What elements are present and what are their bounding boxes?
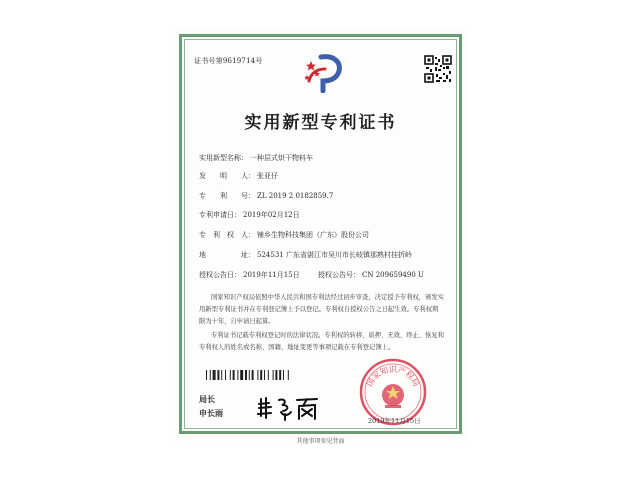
field-value: 2019年11月15日 [243,271,300,279]
seal-date: 2019年11月15日 [368,417,421,425]
field-value: ZL 2019 2 0182859.7 [257,192,334,200]
field-patent-number [199,191,333,201]
grant-statement-paragraph: 国家知识产权局依照中华人民共和国专利法经过初步审查，决定授予专利权，颁发实用新型专利证书并在专利登记簿上予以登记。专利权自授权公告之日起生效。专利权期限为十年，自申请日起算。 [199,294,444,325]
certificate-number [194,56,263,66]
field-inventor [199,171,278,181]
certificate-number-suffix: 号 [255,57,263,65]
field-patentee [199,230,369,240]
field-label: 专利申请日： [199,211,241,219]
field-value: 一种层式烘干物料车 [250,154,313,162]
field-label: 授权公告日： [199,271,241,279]
barcode-icon [206,370,308,380]
field-label: 实用新型名称： [199,154,248,162]
certificate-number-label: 证书号第 [194,57,223,65]
field-value: 2019年02月12日 [243,211,300,219]
field-label: 地 址： [199,251,255,259]
field-label: 发 明 人： [199,172,255,180]
field-label: 专 利 号： [199,192,255,200]
field-grant-publication-number [318,270,424,280]
page-footer-note: 其他事项参见背面 [296,438,345,445]
patent-office-emblem-icon [301,51,345,93]
field-value: CN 209659490 U [362,271,424,279]
svg-text:国家知识产权局: 国家知识产权局 [364,365,422,389]
field-value: 铺乡生物科技集团（广东）股份公司 [257,231,369,239]
field-utility-model-name [199,153,313,163]
certificate-title: 实用新型专利证书 [244,113,397,133]
director-signature [255,394,321,422]
field-label: 专 利 权 人： [199,231,255,239]
field-value: 524531 广东省湛江市吴川市长岐镇那熟村挂折岭 [257,251,412,259]
field-label: 授权公告号： [318,271,360,279]
qr-code-icon [424,55,452,83]
field-address [199,250,412,260]
certificate-number-value: 9619714 [222,57,256,65]
field-value: 张亚仔 [257,172,278,180]
director-title: 局长 [199,394,215,404]
director-name: 申长雨 [199,408,223,418]
field-application-date [199,210,300,220]
legal-status-paragraph: 专利证书记载专利权登记时的法律状况。专利权的转移、质押、无效、终止、恢复和专利权人的姓名或名称、国籍、地址变更等事项记载在专利登记簿上。 [199,332,444,351]
field-grant-date [199,270,300,280]
